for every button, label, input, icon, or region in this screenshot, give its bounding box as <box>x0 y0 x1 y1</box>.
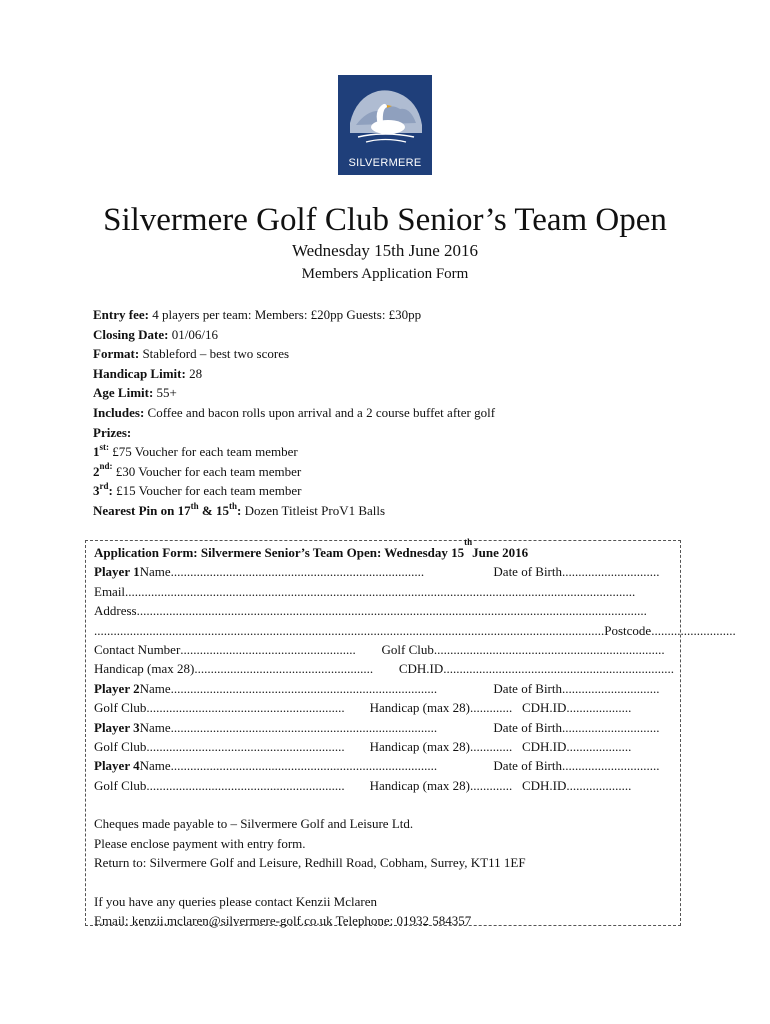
prize-second-row <box>93 462 495 482</box>
nearest-pin-value: Dozen Titleist ProV1 Balls <box>241 502 386 518</box>
entry-fee-value: 4 players per team: Members: £20pp Guests: £30pp <box>148 307 422 322</box>
name-label: Name <box>139 719 171 735</box>
silvermere-logo <box>338 75 432 175</box>
prize-third-suffix: rd <box>99 481 109 492</box>
closing-date-label: Closing Date: <box>93 326 169 342</box>
prize-second-suffix: nd: <box>99 461 113 472</box>
closing-date-value: 01/06/16 <box>168 326 218 342</box>
nearest-pin-suffix-a: th <box>190 500 199 511</box>
prize-third-colon: : <box>108 483 113 499</box>
postcode-row[interactable]: ............................................................................................................................................................. Postcode .......................... <box>94 621 674 640</box>
prize-first-row <box>93 442 495 462</box>
cdh-label: CDH.ID <box>398 661 444 677</box>
golf-club-label: Golf Club <box>94 739 147 755</box>
nearest-pin-label-b: & 15 <box>198 502 229 518</box>
cdh-label: CDH.ID <box>521 739 567 755</box>
name-label: Name <box>139 758 171 774</box>
event-details <box>93 305 495 521</box>
entry-fee-label: Entry fee: <box>93 307 149 322</box>
address-label: Address <box>94 603 137 619</box>
logo-wordmark: SILVERMERE <box>348 157 422 169</box>
includes-label: Includes: <box>93 404 145 420</box>
prize-first-label: 1 <box>93 444 100 460</box>
player1-label: Player 1 <box>94 564 140 580</box>
player3-name-row[interactable]: Player 3 Name .................................................................................. Date of Birth .............................. <box>94 718 674 737</box>
handicap-limit-label: Handicap Limit: <box>93 365 186 381</box>
contact-row[interactable]: Contact Number ...................................................... Golf Club ....................................................................... <box>94 640 674 659</box>
includes-row <box>93 403 495 423</box>
nearest-pin-row <box>93 501 495 521</box>
nearest-pin-suffix-b: th <box>228 500 237 511</box>
handicap-limit-row <box>93 364 495 384</box>
form-heading-suffix: th <box>464 537 473 547</box>
enclose-note: Please enclose payment with entry form. <box>94 835 306 851</box>
return-address: Return to: Silvermere Golf and Leisure, Redhill Road, Cobham, Surrey, KT11 1EF <box>94 855 526 871</box>
cheques-note: Cheques made payable to – Silvermere Golf and Leisure Ltd. <box>94 816 414 832</box>
prizes-row <box>93 423 495 443</box>
prize-first-value: £75 Voucher for each team member <box>109 444 298 460</box>
golf-club-label: Golf Club <box>94 700 147 716</box>
email-label: Email <box>94 583 126 599</box>
event-date: Wednesday 15th June 2016 <box>291 241 479 260</box>
queries-note: If you have any queries please contact Kenzii Mclaren <box>94 893 377 909</box>
prizes-label: Prizes: <box>93 424 132 440</box>
contact-details: Email: kenzii.mclaren@silvermere-golf.co.uk Telephone: 01932 584357 <box>94 912 472 928</box>
cdh-label: CDH.ID <box>521 700 567 716</box>
golf-club-label: Golf Club <box>381 642 434 658</box>
player2-name-row[interactable]: Player 2 Name .................................................................................. Date of Birth .............................. <box>94 679 674 698</box>
form-name: Members Application Form <box>301 266 469 282</box>
prize-third-value: £15 Voucher for each team member <box>112 483 302 499</box>
age-limit-row <box>93 383 495 403</box>
golf-club-label: Golf Club <box>94 777 147 793</box>
player3-label: Player 3 <box>94 719 140 735</box>
player2-club-row[interactable]: Golf Club ............................................................. Handicap (max 28) ............. CDH.ID .................... <box>94 698 674 717</box>
player2-label: Player 2 <box>94 680 140 696</box>
format-label: Format: <box>93 346 140 362</box>
nearest-pin-label: Nearest Pin on 17 <box>93 502 191 518</box>
format-row <box>93 344 495 364</box>
player4-label: Player 4 <box>94 758 140 774</box>
dob-label: Date of Birth <box>493 680 562 696</box>
prize-second-label: 2 <box>93 463 100 479</box>
player4-club-row[interactable]: Golf Club ............................................................. Handicap (max 28) ............. CDH.ID .................... <box>94 776 674 795</box>
dob-label: Date of Birth <box>493 564 562 580</box>
name-label: Name <box>139 564 171 580</box>
player1-handicap-row[interactable]: Handicap (max 28) ....................................................... CDH.ID ....................................................................... <box>94 659 674 678</box>
form-heading-text-end: June 2016 <box>472 545 529 560</box>
entry-fee-row <box>93 305 495 325</box>
player4-name-row[interactable]: Player 4 Name .................................................................................. Date of Birth .............................. <box>94 756 674 775</box>
prize-first-suffix: st: <box>99 441 109 452</box>
handicap-limit-value: 28 <box>185 365 203 381</box>
handicap-label: Handicap (max 28) <box>369 739 470 755</box>
contact-number-label: Contact Number <box>94 642 181 658</box>
form-heading-text: Application Form: Silvermere Senior’s Team Open: Wednesday 15 <box>94 545 465 560</box>
cdh-label: CDH.ID <box>521 777 567 793</box>
dob-label: Date of Birth <box>493 719 562 735</box>
application-form-box <box>85 537 736 928</box>
page-title: Silvermere Golf Club Senior’s Team Open <box>103 202 667 238</box>
address-row[interactable]: Address ............................................................................................................................................................. <box>94 601 674 620</box>
handicap-label: Handicap (max 28) <box>369 700 470 716</box>
dob-label: Date of Birth <box>493 758 562 774</box>
handicap-label: Handicap (max 28) <box>94 661 195 677</box>
age-limit-value: 55+ <box>153 385 177 401</box>
player3-club-row[interactable]: Golf Club ............................................................. Handicap (max 28) ............. CDH.ID .................... <box>94 737 674 756</box>
nearest-pin-colon: : <box>237 502 242 518</box>
handicap-label: Handicap (max 28) <box>369 777 470 793</box>
name-label: Name <box>139 680 171 696</box>
prize-third-row <box>93 481 495 501</box>
includes-value: Coffee and bacon rolls upon arrival and a 2 course buffet after golf <box>144 404 496 420</box>
age-limit-label: Age Limit: <box>93 385 154 401</box>
email-row[interactable]: Email ............................................................................................................................................................. <box>94 582 674 601</box>
postcode-label: Postcode <box>604 622 652 638</box>
form-heading <box>94 537 674 562</box>
player1-name-row[interactable]: Player 1 Name .............................................................................. Date of Birth .............................. <box>94 562 674 581</box>
swan-emblem-icon <box>338 75 432 155</box>
prize-third-label: 3 <box>93 483 100 499</box>
prize-second-value: £30 Voucher for each team member <box>112 463 302 479</box>
closing-date-row <box>93 325 495 345</box>
format-value: Stableford – best two scores <box>139 346 290 362</box>
